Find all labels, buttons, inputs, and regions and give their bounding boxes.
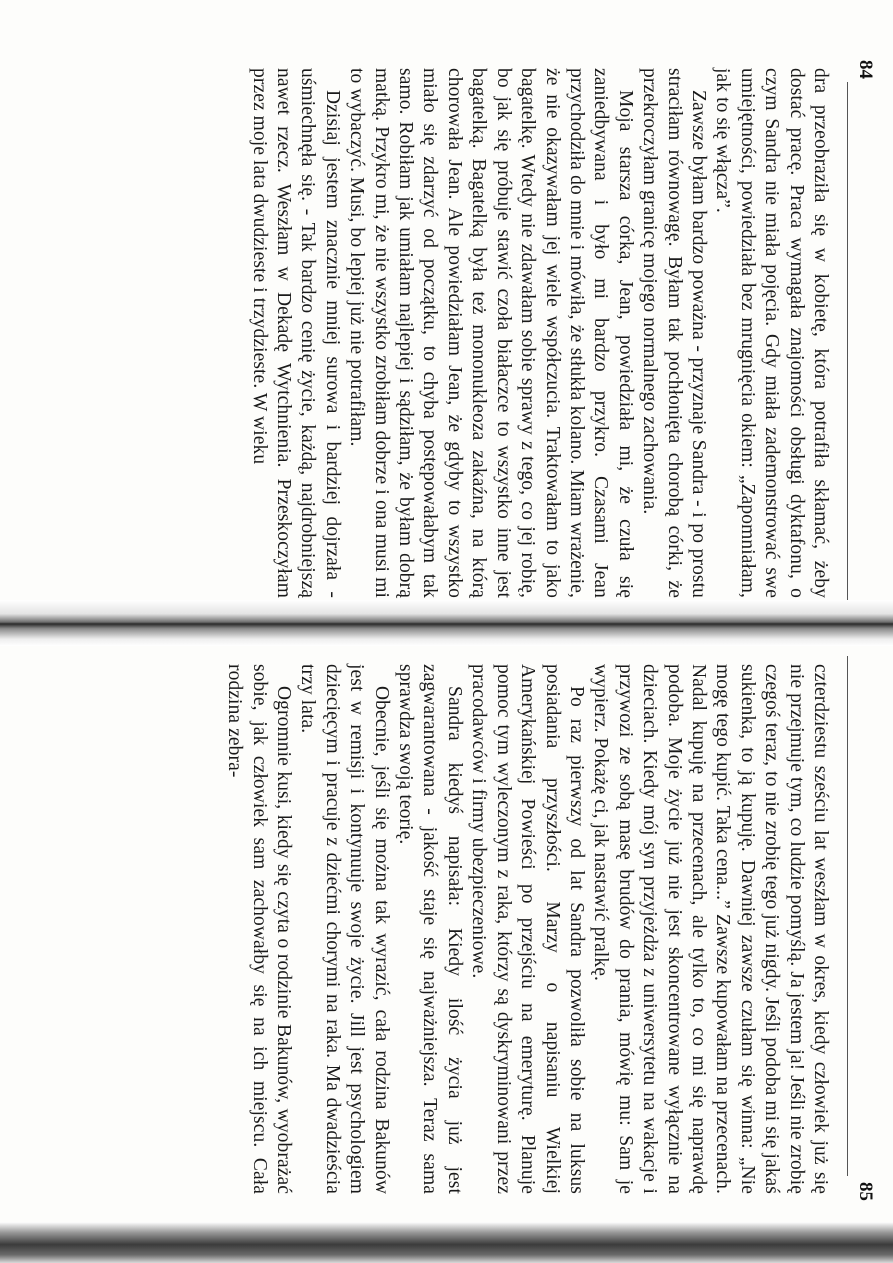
paragraph: Ogromnie kusi, kiedy się czyta o rodzinie Bakunów, wyobrażać sobie, jak człowiek sam zachowałby się na ich miejscu. Cała rodzina zebra- xyxy=(224,664,295,1194)
paragraph: Obecnie, jeśli się można tak wyrazić, cała rodzina Bakunów jest w remisji i kontynuuje swoje życie. Jill jest psychologiem dziecięcym i pracuje z dziećmi chorymi na raka. Ma dwadzieścia trzy lata. xyxy=(297,664,392,1194)
paragraph: Moja starsza córka, Jean, powiedziała mi, że czuła się zaniedbywana i było mi bardzo przykro. Czasami Jean przychodziła do mnie i mówiła, że stłukła kolano. Miam wrażenie, że nie okazywałam jej wiele współczucia. Traktowałam to jako bagatelkę. Wtedy nie zdawałam sobie sprawy z tego, co jej robię, bo jak się próbuje stawić czoła białaczce to wszystko inne jest bagatelką. Bagatelką była też mononukleoza zakaźna, na którą chorowała Jean. Ale powiedziałam Jean, że gdyby to wszystko miało się zdarzyć od początku, to chyba postępowałabym tak samo. Robiłam jak umiałam najlepiej i sądziłam, że byłam dobrą matką. Przykro mi, że nie wszystko zrobiłam dobrze i ona musi mi to wybaczyć. Musi, bo lepiej już nie potrafiłam. xyxy=(346,68,636,598)
body-text xyxy=(246,68,832,598)
left-page xyxy=(126,60,876,605)
paragraph: dra przeobraziła się w kobietę, która potrafiła skłamać, żeby dostać pracę. Praca wymagała znajomości obsługi dyktafonu, o czym Sandra nie miała pojęcia. Gdy miała zademonstrować swe umiejętności, powiedziała bez mrugnięcia okiem: „Zapomniałam, jak to się włącza”. xyxy=(712,68,831,598)
book-gutter-shadow xyxy=(0,600,893,646)
paragraph: Zawsze byłam bardzo poważna - przyznaje Sandra - i po prostu straciłam równowagę. Byłam tak pochłonięta chorobą córki, że przekroczyłam granicę mojego normalnego zachowania. xyxy=(639,68,709,598)
right-page xyxy=(126,656,876,1201)
scanner-edge xyxy=(0,1222,893,1263)
paragraph: Po raz pierwszy od lat Sandra pozwoliła sobie na luksus posiadania przyszłości. Marzy o napisaniu Wielkiej Amerykańskiej Powieści po przejściu na emeryturę. Planuje pomoc tym wyleczonym z raka, którzy są dyskryminowani przez pracodawców i firmy ubezpieczeniowe. xyxy=(468,664,587,1194)
header-rule xyxy=(847,82,848,605)
paragraph: Sandra kiedyś napisała: Kiedy ilość życia już jest zagwarantowana - jakość staje się najważniejsza. Teraz sama sprawdza swoją teorię. xyxy=(395,664,465,1194)
header-rule xyxy=(847,656,848,1176)
paragraph: Dzisiaj jestem znacznie mniej surowa i bardziej dojrzała - uśmiechnęła się. - Tak bardzo cenię życie, każdą, najdrobniejszą nawet rzecz. Weszłam w Dekadę Wytchnienia. Przeskoczyłam przez moje lata dwudzieste i trzydzieste. W wieku xyxy=(248,68,343,598)
page-number: 84 xyxy=(855,60,876,79)
paragraph: czterdziestu sześciu lat weszłam w okres, kiedy człowiek już się nie przejmuje tym, co ludzie pomyślą. Ja jestem ja! Jeśli nie zrobię czegoś teraz, to nie zrobię tego już nigdy. Jeśli podoba mi się jakaś sukienka, to ją kupuję. Dawniej zawsze czułam się winna: „Nie mogę tego kupić. Taka cena...” Zawsze kupowałam na przecenach. Nadal kupuję na przecenach, ale tylko to, co mi się naprawdę podoba. Moje życie już nie jest skoncentrowane wyłącznie na dzieciach. Kiedy mój syn przyjeżdża z uniwersytetu na wakacje i przywozi ze sobą masę brudów do prania, mówię mu: Sam je wypierz. Pokażę ci, jak nastawić pralkę. xyxy=(590,664,831,1194)
body-text xyxy=(222,664,832,1194)
page-header xyxy=(838,656,876,1201)
page-number: 85 xyxy=(855,1182,876,1201)
page-header xyxy=(838,60,876,605)
